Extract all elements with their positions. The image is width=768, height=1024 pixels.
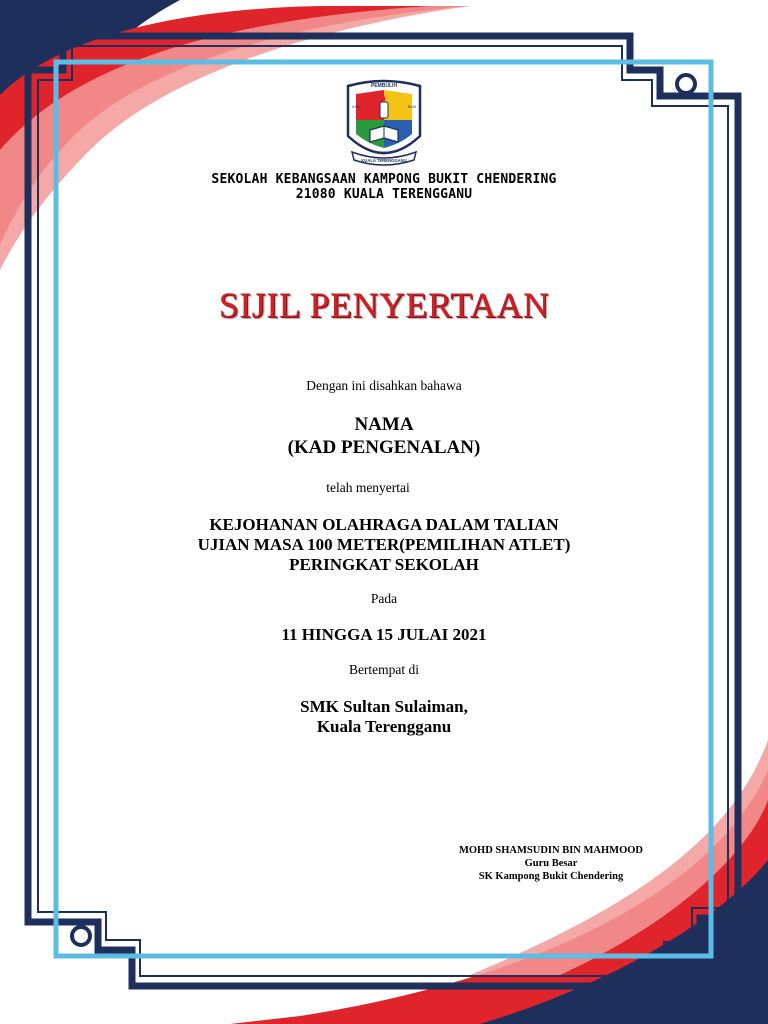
event-line-3: PERINGKAT SEKOLAH [289,555,479,574]
venue-line-2: Kuala Terengganu [316,717,452,736]
corner-circle-bottom-left [72,927,90,945]
participant-name: NAMA [354,414,414,435]
school-crest-logo [342,78,426,168]
participant-ic: (KAD PENGENALAN) [287,437,481,458]
school-address: 21080 KUALA TERENGGANU [295,187,473,202]
event-line-1: KEJOHANAN OLAHRAGA DALAM TALIAN [209,515,559,534]
date-label: Pada [370,591,398,606]
venue-line-1: SMK Sultan Sulaiman, [300,697,468,716]
event-date: 11 HINGGA 15 JULAI 2021 [281,625,487,644]
svg-text:PEMBULIH: PEMBULIH [370,83,398,89]
participated-text: telah menyertai [326,480,410,495]
corner-circle-top-right [677,75,695,93]
event-line-2: UJIAN MASA 100 METER(PEMILIHAN ATLET) [197,535,571,554]
signatory-organisation: SK Kampong Bukit Chendering [478,871,624,882]
svg-text:KUALA TERENGGANU: KUALA TERENGGANU [361,158,407,163]
intro-text: Dengan ini disahkan bahawa [306,378,462,393]
venue-label: Bertempat di [348,662,420,677]
svg-text:BUDI: BUDI [408,105,417,109]
signatory-name: MOHD SHAMSUDIN BIN MAHMOOD [458,845,644,856]
certificate-title: SIJIL PENYERTAAN [218,285,550,325]
school-name: SEKOLAH KEBANGSAAN KAMPONG BUKIT CHENDERING [211,172,557,187]
svg-text:ILMU: ILMU [352,105,361,109]
signatory-role: Guru Besar [524,858,578,869]
